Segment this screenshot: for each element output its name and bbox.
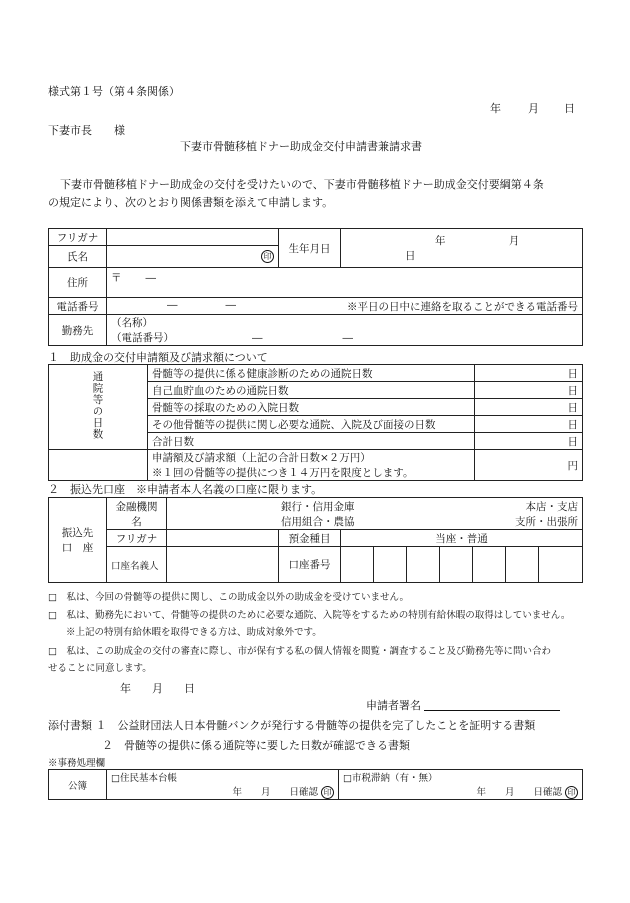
days-row-label: 骨髄等の採取のための入院日数 [148, 399, 475, 416]
sign-date-day: 日 [184, 682, 195, 695]
address-field[interactable]: 〒 ― [107, 268, 583, 298]
form-title: 下妻市骨髄移植ドナー助成金交付申請書兼請求書 [180, 140, 422, 153]
bank-table [48, 497, 583, 583]
deposit-type-label: 預金種目 [279, 530, 341, 547]
address-label: 住所 [49, 268, 107, 298]
name-field[interactable] [107, 246, 279, 268]
signature-label: 申請者署名 [366, 699, 421, 712]
account-digit[interactable] [440, 547, 473, 583]
intro-line-2: の規定により、次のとおり関係書類を添えて申請します。 [48, 196, 334, 209]
account-no-label: 口座番号 [279, 547, 341, 583]
phone-field[interactable]: ― ― ※平日の日中に連絡を取ることができる電話番号 [107, 298, 583, 315]
addressee: 下妻市長 様 [48, 124, 125, 137]
seal-icon: 印 [321, 786, 334, 799]
amount-label: 申請額及び請求額（上記の合計日数×２万円） ※１回の骨髄等の提供につき１４万円を限度とします。 [148, 450, 475, 481]
deposit-type-options[interactable]: 当座・普通 [341, 530, 583, 547]
bank-name-field[interactable]: 銀行・信用金庫 本店・支店 信用組合・農協 支所・出張所 [167, 498, 583, 530]
attachment-2: ２ 骨髄等の提供に係る通院等に要した日数が確認できる書類 [102, 739, 410, 752]
resident-check[interactable]: □住民基本台帳 年 月 日確認 印 [107, 770, 339, 800]
name-label: 氏名 [49, 246, 107, 268]
account-digit[interactable] [341, 547, 374, 583]
tax-check[interactable]: □市税滞納（有・無） 年 月 日確認 印 [339, 770, 583, 800]
declaration-3-line1[interactable]: □ 私は、この助成金の交付の審査に際し、市が保有する私の個人情報を閲覧・調査すること及び勤務先等に問い合わ [48, 646, 551, 657]
account-digit[interactable] [506, 547, 539, 583]
holder-field[interactable] [167, 547, 279, 583]
days-row-label: 自己血貯血のための通院日数 [148, 382, 475, 399]
holder-label: 口座名義人 [107, 547, 167, 583]
declaration-1[interactable]: □ 私は、今回の骨髄等の提供に関し、この助成金以外の助成金を受けていません。 [48, 592, 410, 603]
signature-line[interactable] [424, 710, 560, 711]
days-row-label: その他骨髄等の提供に関し必要な通院、入院及び面接の日数 [148, 416, 475, 433]
total-days-input[interactable]: 日 [475, 433, 583, 450]
applicant-table [48, 228, 583, 346]
date-year: 年 [490, 102, 501, 115]
days-side-label: 通院等の日数 [49, 365, 148, 450]
birth-field[interactable]: 年 月 日 [341, 229, 583, 268]
furigana-label: フリガナ [49, 229, 107, 246]
attachment-1: 添付書類 １ 公益財団法人日本骨髄バンクが発行する骨髄等の提供を完了したことを証明する書類 [48, 719, 536, 732]
section2-heading: ２ 振込先口座 ※申請者本人名義の口座に限ります。 [48, 483, 323, 496]
office-heading: ※事務処理欄 [48, 758, 106, 769]
account-digit[interactable] [374, 547, 407, 583]
bank-side-label: 振込先 口 座 [49, 498, 107, 583]
sign-date-month: 月 [152, 682, 163, 695]
days-row-input[interactable]: 日 [475, 416, 583, 433]
bank-furigana-label: フリガナ [107, 530, 167, 547]
intro-line-1: 下妻市骨髄移植ドナー助成金の交付を受けたいので、下妻市骨髄移植ドナー助成金交付要綱第４条 [60, 178, 544, 191]
bank-furigana-field[interactable] [167, 530, 279, 547]
work-field[interactable]: （名称） （電話番号） ― ― [107, 315, 583, 346]
work-label: 勤務先 [49, 315, 107, 346]
furigana-field[interactable] [107, 229, 279, 246]
days-row-input[interactable]: 日 [475, 399, 583, 416]
bank-name-label: 金融機関名 [107, 498, 167, 530]
declaration-3-line2: せることに同意します。 [48, 663, 152, 674]
form-number: 様式第１号（第４条関係） [48, 85, 180, 98]
days-row-input[interactable]: 日 [475, 365, 583, 382]
amount-input[interactable]: 円 [475, 450, 583, 481]
account-digit[interactable] [539, 547, 583, 583]
account-digit[interactable] [407, 547, 440, 583]
seal-icon: 印 [565, 786, 578, 799]
birth-label: 生年月日 [279, 229, 341, 268]
phone-label: 電話番号 [49, 298, 107, 315]
date-month: 月 [528, 102, 539, 115]
days-row-label: 骨髄等の提供に係る健康診断のための通院日数 [148, 365, 475, 382]
declaration-2-note: ※上記の特別有給休暇を取得できる方は、助成対象外です。 [66, 627, 322, 638]
phone-note: ※平日の日中に連絡を取ることができる電話番号 [347, 300, 578, 313]
date-day: 日 [564, 102, 575, 115]
days-row-input[interactable]: 日 [475, 382, 583, 399]
section1-heading: １ 助成金の交付申請額及び請求額について [48, 351, 268, 364]
account-digit[interactable] [473, 547, 506, 583]
office-table [48, 769, 583, 800]
ledger-label: 公簿 [49, 770, 107, 800]
declaration-2[interactable]: □ 私は、勤務先において、骨髄等の提供のために必要な通院、入院等をするための特別有給休暇の取得はしていません。 [48, 610, 571, 621]
total-days-label: 合計日数 [148, 433, 475, 450]
sign-date-year: 年 [120, 682, 131, 695]
days-table [48, 364, 583, 481]
seal-icon: 印 [261, 250, 274, 263]
